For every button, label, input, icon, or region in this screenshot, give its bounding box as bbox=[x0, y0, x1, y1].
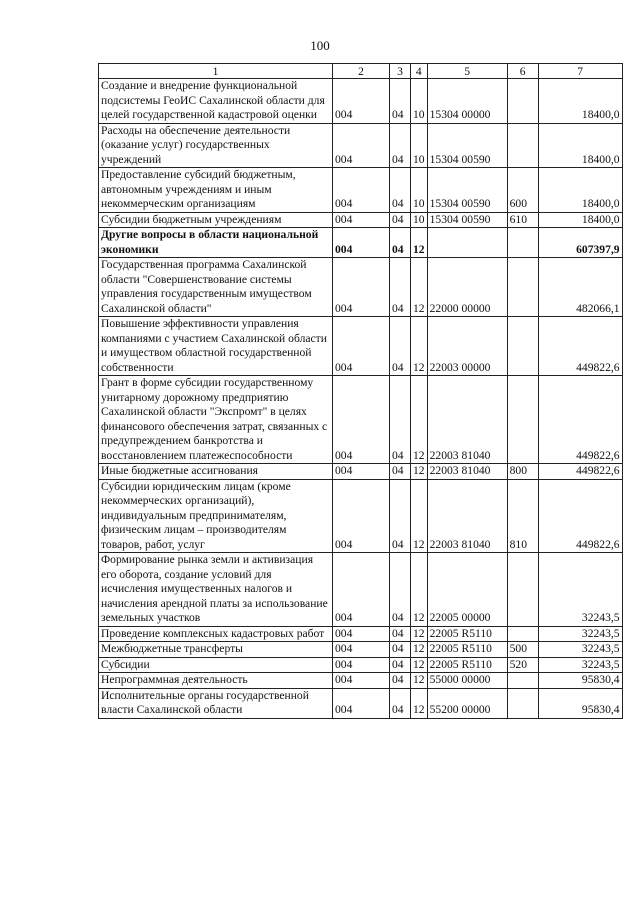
section-code-cell: 04 bbox=[390, 376, 411, 464]
ministry-code-cell: 004 bbox=[333, 317, 390, 376]
table-row bbox=[99, 258, 623, 317]
table-row bbox=[99, 626, 623, 642]
subsection-code-cell: 12 bbox=[411, 688, 428, 718]
subsection-code-cell: 12 bbox=[411, 553, 428, 627]
table-row bbox=[99, 123, 623, 168]
amount-cell: 18400,0 bbox=[538, 168, 622, 213]
table-row bbox=[99, 168, 623, 213]
expense-type-code-cell bbox=[507, 376, 538, 464]
subsection-code-cell: 12 bbox=[411, 673, 428, 689]
item-name-cell: Субсидии bbox=[99, 657, 333, 673]
table-row bbox=[99, 464, 623, 480]
subsection-code-cell: 10 bbox=[411, 123, 428, 168]
target-article-code-cell: 22003 81040 bbox=[427, 464, 507, 480]
header-cell: 6 bbox=[507, 64, 538, 79]
ministry-code-cell: 004 bbox=[333, 376, 390, 464]
item-name-cell: Иные бюджетные ассигнования bbox=[99, 464, 333, 480]
amount-cell: 607397,9 bbox=[538, 228, 622, 258]
subsection-code-cell: 12 bbox=[411, 626, 428, 642]
amount-cell: 32243,5 bbox=[538, 657, 622, 673]
table-row bbox=[99, 673, 623, 689]
item-name-cell: Грант в форме субсидии государственному унитарному дорожному предприятию Сахалинской области "Экспромт" в целях финансового обеспечения затрат, связанных с предупреждением банкротства и восстановлением платежеспособности bbox=[99, 376, 333, 464]
item-name-cell: Межбюджетные трансферты bbox=[99, 642, 333, 658]
table-row bbox=[99, 212, 623, 228]
target-article-code-cell: 22003 81040 bbox=[427, 376, 507, 464]
expense-type-code-cell: 600 bbox=[507, 168, 538, 213]
expense-type-code-cell: 800 bbox=[507, 464, 538, 480]
section-code-cell: 04 bbox=[390, 212, 411, 228]
section-code-cell: 04 bbox=[390, 642, 411, 658]
section-code-cell: 04 bbox=[390, 228, 411, 258]
target-article-code-cell bbox=[427, 228, 507, 258]
ministry-code-cell: 004 bbox=[333, 168, 390, 213]
amount-cell: 18400,0 bbox=[538, 123, 622, 168]
amount-cell: 449822,6 bbox=[538, 479, 622, 553]
item-name-cell: Государственная программа Сахалинской области "Совершенствование системы управления государственным имуществом Сахалинской области" bbox=[99, 258, 333, 317]
ministry-code-cell: 004 bbox=[333, 123, 390, 168]
ministry-code-cell: 004 bbox=[333, 688, 390, 718]
item-name-cell: Другие вопросы в области национальной экономики bbox=[99, 228, 333, 258]
ministry-code-cell: 004 bbox=[333, 657, 390, 673]
target-article-code-cell: 55200 00000 bbox=[427, 688, 507, 718]
item-name-cell: Субсидии юридическим лицам (кроме некоммерческих организаций), индивидуальным предпринимателям, физическим лицам – производителям товаров, работ, услуг bbox=[99, 479, 333, 553]
amount-cell: 32243,5 bbox=[538, 642, 622, 658]
target-article-code-cell: 22005 R5110 bbox=[427, 642, 507, 658]
ministry-code-cell: 004 bbox=[333, 464, 390, 480]
target-article-code-cell: 22000 00000 bbox=[427, 258, 507, 317]
table-row bbox=[99, 642, 623, 658]
table-row bbox=[99, 553, 623, 627]
subsection-code-cell: 10 bbox=[411, 79, 428, 124]
header-row bbox=[99, 64, 623, 79]
expense-type-code-cell bbox=[507, 258, 538, 317]
table-row bbox=[99, 79, 623, 124]
table-row bbox=[99, 376, 623, 464]
table-row bbox=[99, 479, 623, 553]
target-article-code-cell: 22005 R5110 bbox=[427, 626, 507, 642]
item-name-cell: Создание и внедрение функциональной подсистемы ГеоИС Сахалинской области для целей государственной кадастровой оценки bbox=[99, 79, 333, 124]
subsection-code-cell: 12 bbox=[411, 642, 428, 658]
subsection-code-cell: 12 bbox=[411, 464, 428, 480]
section-code-cell: 04 bbox=[390, 258, 411, 317]
section-code-cell: 04 bbox=[390, 673, 411, 689]
section-code-cell: 04 bbox=[390, 168, 411, 213]
amount-cell: 95830,4 bbox=[538, 688, 622, 718]
item-name-cell: Проведение комплексных кадастровых работ bbox=[99, 626, 333, 642]
expense-type-code-cell bbox=[507, 688, 538, 718]
expense-type-code-cell bbox=[507, 553, 538, 627]
ministry-code-cell: 004 bbox=[333, 626, 390, 642]
subsection-code-cell: 12 bbox=[411, 228, 428, 258]
table-row bbox=[99, 657, 623, 673]
target-article-code-cell: 22003 00000 bbox=[427, 317, 507, 376]
amount-cell: 32243,5 bbox=[538, 626, 622, 642]
table-body bbox=[99, 79, 623, 719]
subsection-code-cell: 12 bbox=[411, 258, 428, 317]
item-name-cell: Расходы на обеспечение деятельности (оказание услуг) государственных учреждений bbox=[99, 123, 333, 168]
header-cell: 3 bbox=[390, 64, 411, 79]
expense-type-code-cell bbox=[507, 123, 538, 168]
table-row bbox=[99, 228, 623, 258]
item-name-cell: Повышение эффективности управления компаниями с участием Сахалинской области и имуществом областной государственной собственности bbox=[99, 317, 333, 376]
table-row bbox=[99, 317, 623, 376]
target-article-code-cell: 15304 00590 bbox=[427, 212, 507, 228]
expense-type-code-cell: 610 bbox=[507, 212, 538, 228]
item-name-cell: Формирование рынка земли и активизация его оборота, создание условий для исчисления имущественных налогов и начисления арендной платы за использование земельных участков bbox=[99, 553, 333, 627]
amount-cell: 95830,4 bbox=[538, 673, 622, 689]
ministry-code-cell: 004 bbox=[333, 553, 390, 627]
ministry-code-cell: 004 bbox=[333, 479, 390, 553]
expense-type-code-cell: 500 bbox=[507, 642, 538, 658]
ministry-code-cell: 004 bbox=[333, 673, 390, 689]
budget-table bbox=[98, 63, 623, 719]
section-code-cell: 04 bbox=[390, 464, 411, 480]
ministry-code-cell: 004 bbox=[333, 212, 390, 228]
expense-type-code-cell: 810 bbox=[507, 479, 538, 553]
item-name-cell: Предоставление субсидий бюджетным, автономным учреждениям и иным некоммерческим организациям bbox=[99, 168, 333, 213]
amount-cell: 18400,0 bbox=[538, 79, 622, 124]
header-cell: 5 bbox=[427, 64, 507, 79]
amount-cell: 449822,6 bbox=[538, 317, 622, 376]
target-article-code-cell: 22003 81040 bbox=[427, 479, 507, 553]
target-article-code-cell: 15304 00000 bbox=[427, 79, 507, 124]
section-code-cell: 04 bbox=[390, 626, 411, 642]
section-code-cell: 04 bbox=[390, 317, 411, 376]
target-article-code-cell: 22005 R5110 bbox=[427, 657, 507, 673]
expense-type-code-cell bbox=[507, 228, 538, 258]
item-name-cell: Непрограммная деятельность bbox=[99, 673, 333, 689]
table-row bbox=[99, 688, 623, 718]
header-cell: 4 bbox=[411, 64, 428, 79]
subsection-code-cell: 12 bbox=[411, 479, 428, 553]
page-number: 100 bbox=[310, 38, 330, 53]
subsection-code-cell: 12 bbox=[411, 317, 428, 376]
amount-cell: 18400,0 bbox=[538, 212, 622, 228]
amount-cell: 482066,1 bbox=[538, 258, 622, 317]
section-code-cell: 04 bbox=[390, 123, 411, 168]
subsection-code-cell: 12 bbox=[411, 657, 428, 673]
expense-type-code-cell bbox=[507, 79, 538, 124]
expense-type-code-cell bbox=[507, 626, 538, 642]
section-code-cell: 04 bbox=[390, 79, 411, 124]
amount-cell: 449822,6 bbox=[538, 464, 622, 480]
subsection-code-cell: 10 bbox=[411, 168, 428, 213]
section-code-cell: 04 bbox=[390, 688, 411, 718]
ministry-code-cell: 004 bbox=[333, 79, 390, 124]
ministry-code-cell: 004 bbox=[333, 642, 390, 658]
header-cell: 1 bbox=[99, 64, 333, 79]
item-name-cell: Исполнительные органы государственной власти Сахалинской области bbox=[99, 688, 333, 718]
header-cell: 2 bbox=[333, 64, 390, 79]
ministry-code-cell: 004 bbox=[333, 258, 390, 317]
ministry-code-cell: 004 bbox=[333, 228, 390, 258]
section-code-cell: 04 bbox=[390, 657, 411, 673]
target-article-code-cell: 22005 00000 bbox=[427, 553, 507, 627]
amount-cell: 449822,6 bbox=[538, 376, 622, 464]
expense-type-code-cell bbox=[507, 317, 538, 376]
subsection-code-cell: 10 bbox=[411, 212, 428, 228]
item-name-cell: Субсидии бюджетным учреждениям bbox=[99, 212, 333, 228]
section-code-cell: 04 bbox=[390, 479, 411, 553]
header-cell: 7 bbox=[538, 64, 622, 79]
amount-cell: 32243,5 bbox=[538, 553, 622, 627]
target-article-code-cell: 15304 00590 bbox=[427, 168, 507, 213]
target-article-code-cell: 55000 00000 bbox=[427, 673, 507, 689]
section-code-cell: 04 bbox=[390, 553, 411, 627]
expense-type-code-cell: 520 bbox=[507, 657, 538, 673]
expense-type-code-cell bbox=[507, 673, 538, 689]
subsection-code-cell: 12 bbox=[411, 376, 428, 464]
target-article-code-cell: 15304 00590 bbox=[427, 123, 507, 168]
